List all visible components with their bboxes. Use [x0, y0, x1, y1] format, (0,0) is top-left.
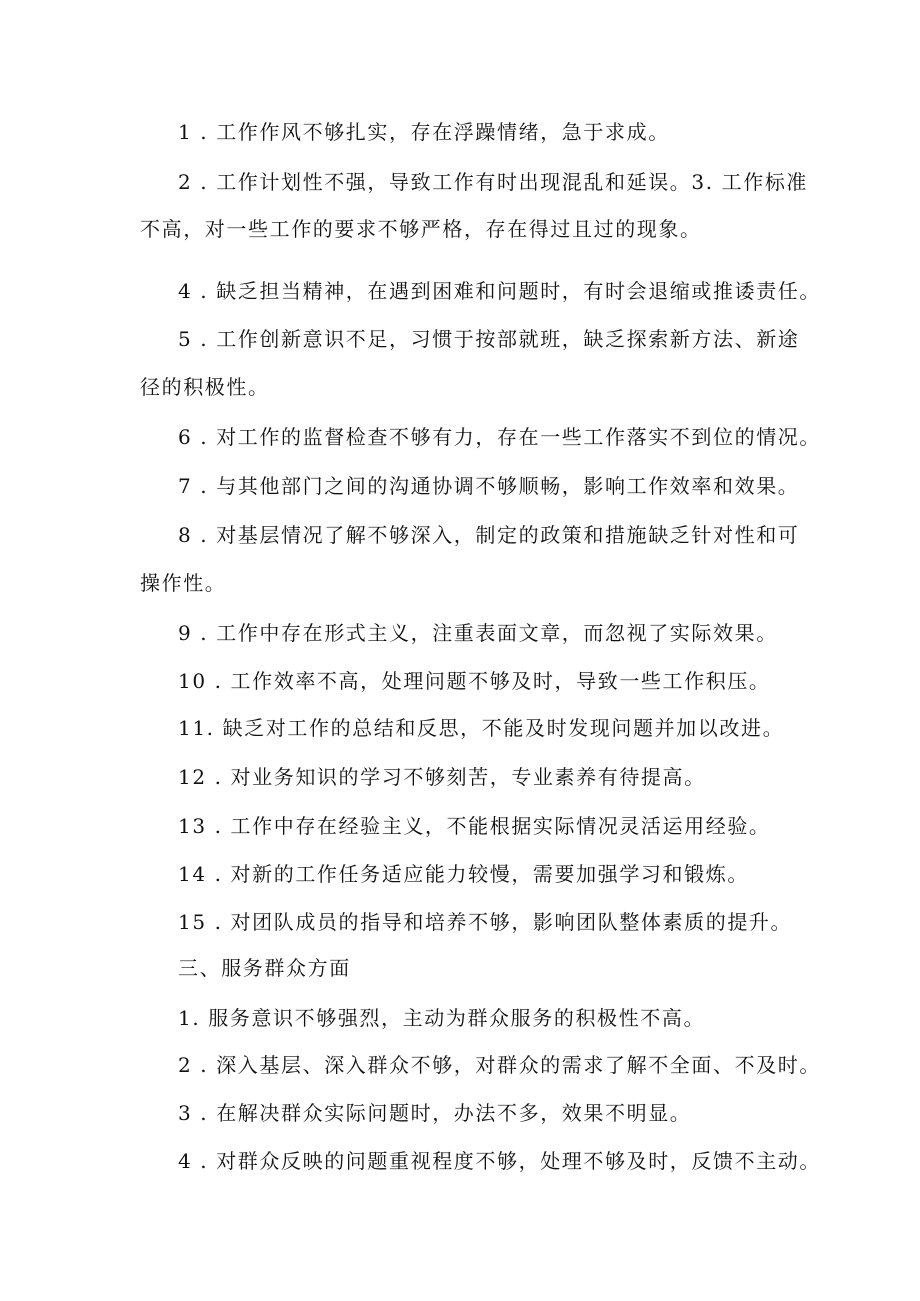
- list-item: 11. 缺乏对工作的总结和反思，不能及时发现问题并加以改进。: [178, 716, 785, 740]
- list-item: 9 . 工作中存在形式主义，注重表面文章，而忽视了实际效果。: [178, 621, 778, 645]
- list-item: 4 . 缺乏担当精神，在遇到困难和问题时，有时会退缩或推诿责任。: [178, 279, 821, 303]
- list-item: 14 . 对新的工作任务适应能力较慢，需要加强学习和锻炼。: [178, 862, 749, 886]
- section-heading: 三、服务群众方面: [178, 956, 351, 980]
- list-item: 10 . 工作效率不高，处理问题不够及时，导致一些工作积压。: [178, 669, 771, 693]
- list-item: 2 . 工作计划性不强，导致工作有时出现混乱和延误。3. 工作标准: [178, 170, 809, 194]
- list-item: 4 . 对群众反映的问题重视程度不够，处理不够及时，反馈不主动。: [178, 1149, 821, 1173]
- list-item: 15 . 对团队成员的指导和培养不够，影响团队整体素质的提升。: [178, 910, 793, 934]
- list-item: 1. 服务意识不够强烈，主动为群众服务的积极性不高。: [178, 1006, 706, 1030]
- list-item: 3 . 在解决群众实际问题时，办法不多，效果不明显。: [178, 1101, 692, 1125]
- list-item: 7 . 与其他部门之间的沟通协调不够顺畅，影响工作效率和效果。: [178, 474, 800, 498]
- list-item: 12 . 对业务知识的学习不够刻苦，专业素养有待提高。: [178, 765, 706, 789]
- list-item: 1 . 工作作风不够扎实，存在浮躁情绪，急于求成。: [178, 120, 670, 144]
- list-item-continuation: 径的积极性。: [140, 375, 270, 399]
- list-item: 8 . 对基层情况了解不够深入，制定的政策和措施缺乏针对性和可: [178, 523, 800, 547]
- list-item-continuation: 不高，对一些工作的要求不够严格，存在得过且过的现象。: [140, 217, 702, 241]
- list-item: 5 . 工作创新意识不足，习惯于按部就班，缺乏探索新方法、新途: [178, 327, 800, 351]
- list-item: 6 . 对工作的监督检查不够有力，存在一些工作落实不到位的情况。: [178, 425, 821, 449]
- list-item: 2 . 深入基层、深入群众不够，对群众的需求了解不全面、不及时。: [178, 1053, 821, 1077]
- list-item: 13 . 工作中存在经验主义，不能根据实际情况灵活运用经验。: [178, 814, 771, 838]
- list-item-continuation: 操作性。: [140, 571, 227, 595]
